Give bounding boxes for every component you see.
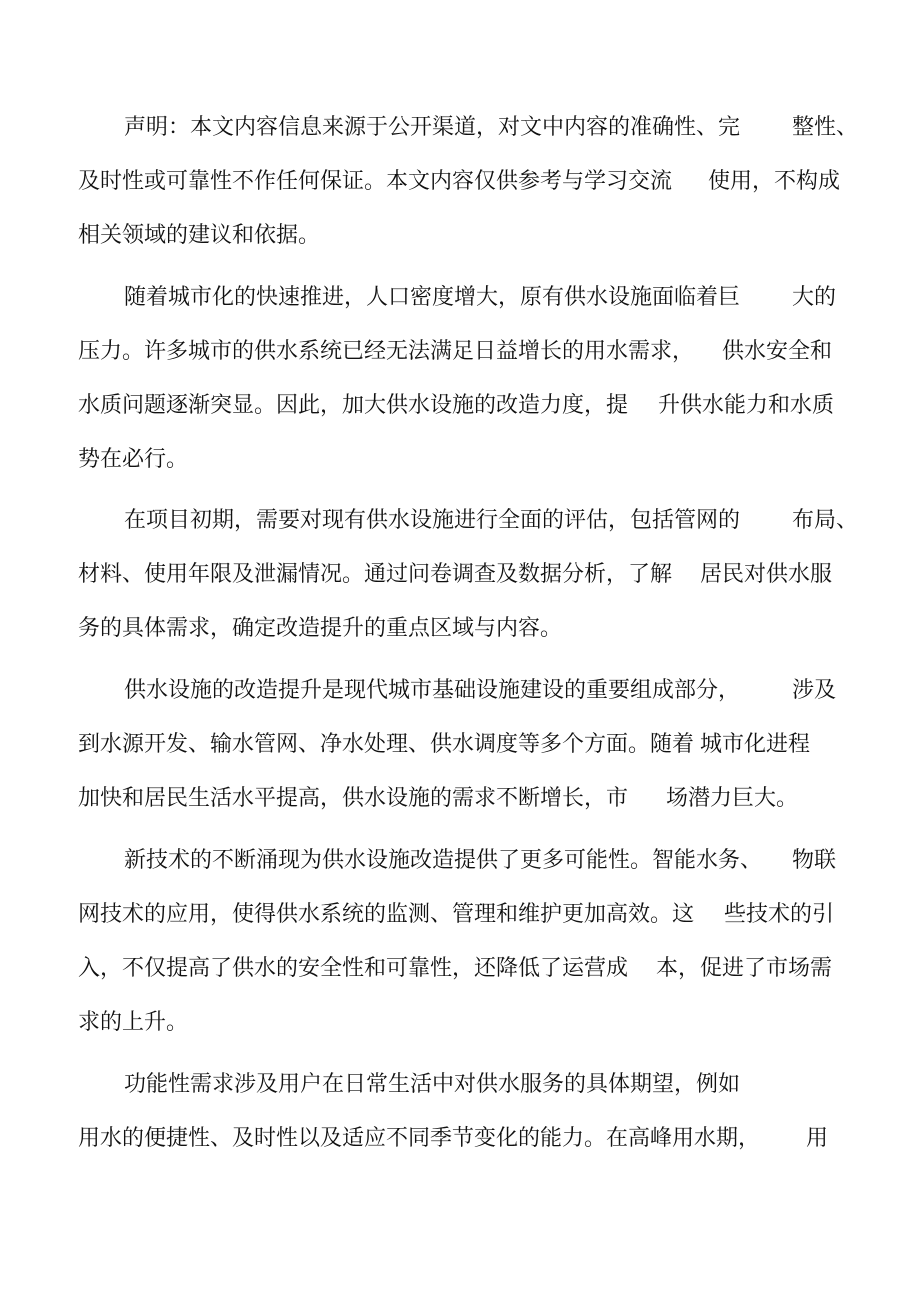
text-segment: 使用，不构成 <box>708 169 841 194</box>
text-segment: 升供水能力和水质 <box>658 393 835 418</box>
text-segment: 城市化进程 <box>700 732 811 757</box>
text-line <box>0 897 920 933</box>
text-segment: 本，促进了市场需 <box>656 956 833 981</box>
text-segment: 务的具体需求，确定改造提升的重点区域与内容。 <box>78 616 563 641</box>
text-line <box>0 557 920 593</box>
text-line <box>0 388 920 424</box>
text-segment: 压力。许多城市的供水系统已经无法满足日益增长的用水需求， <box>78 339 695 364</box>
text-segment: 功能性需求涉及用户在日常生活中对供水服务的具体期望，例如 <box>124 1072 741 1097</box>
text-segment: 材料、使用年限及泄漏情况。通过问卷调查及数据分析，了解 <box>78 562 673 587</box>
text-segment: 随着城市化的快速推进，人口密度增大，原有供水设施面临着巨 <box>124 285 741 310</box>
text-line <box>0 843 920 879</box>
text-segment: 供水设施的改造提升是现代城市基础设施建设的重要组成部分， <box>124 678 741 703</box>
text-line <box>0 1005 920 1041</box>
text-segment: 声明：本文内容信息来源于公开渠道，对文中内容的准确性、完 <box>124 115 741 140</box>
text-line <box>0 442 920 478</box>
text-line <box>0 110 920 146</box>
text-segment: 加快和居民生活水平提高，供水设施的需求不断增长，市 <box>78 786 629 811</box>
text-line <box>0 1121 920 1157</box>
text-segment: 涉及 <box>792 678 837 703</box>
text-segment: 势在必行。 <box>78 447 189 472</box>
text-line <box>0 673 920 709</box>
text-segment: 相关领域的建议和依据。 <box>78 223 321 248</box>
text-segment: 居民对供水服 <box>700 562 833 587</box>
text-segment: 入，不仅提高了供水的安全性和可靠性，还降低了运营成 <box>78 956 629 981</box>
text-line <box>0 164 920 200</box>
text-segment: 用水的便捷性、及时性以及适应不同季节变化的能力。在高峰用水期， <box>78 1126 761 1151</box>
text-segment: 求的上升。 <box>78 1010 189 1035</box>
text-segment: 布局、 <box>792 508 859 533</box>
text-segment: 到水源开发、输水管网、净水处理、供水调度等多个方面。随着 <box>78 732 695 757</box>
text-segment: 水质问题逐渐突显。因此，加大供水设施的改造力度，提 <box>78 393 629 418</box>
text-line <box>0 334 920 370</box>
text-segment: 物联 <box>792 848 837 873</box>
text-segment: 些技术的引 <box>724 902 835 927</box>
text-segment: 网技术的应用，使得供水系统的监测、管理和维护更加高效。这 <box>78 902 695 927</box>
text-segment: 新技术的不断涌现为供水设施改造提供了更多可能性。智能水务、 <box>124 848 763 873</box>
text-segment: 大的 <box>792 285 837 310</box>
text-line <box>0 218 920 254</box>
text-line <box>0 503 920 539</box>
text-line <box>0 611 920 647</box>
text-segment: 用 <box>806 1126 829 1151</box>
text-line <box>0 951 920 987</box>
text-segment: 场潜力巨大。 <box>666 786 799 811</box>
text-line <box>0 280 920 316</box>
text-segment: 及时性或可靠性不作任何保证。本文内容仅供参考与学习交流 <box>78 169 673 194</box>
text-segment: 供水安全和 <box>722 339 833 364</box>
text-line <box>0 727 920 763</box>
text-line <box>0 1067 920 1103</box>
text-segment: 在项目初期，需要对现有供水设施进行全面的评估，包括管网的 <box>124 508 741 533</box>
text-segment: 整性、 <box>792 115 859 140</box>
text-line <box>0 781 920 817</box>
